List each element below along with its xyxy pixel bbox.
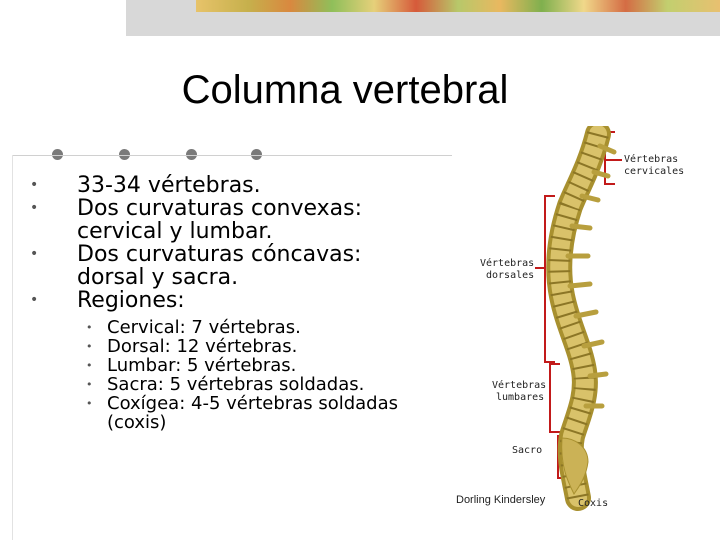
label-cervicales-line2: cervicales — [624, 166, 685, 177]
spine-illustration — [450, 126, 720, 526]
label-sacro: Sacro — [512, 445, 543, 456]
label-dorsales-line2: dorsales — [486, 270, 535, 281]
sub-bullet-item: • Lumbar: 5 vértebras. — [77, 356, 410, 375]
left-margin-line — [12, 155, 13, 540]
sub-bullet-item: • Sacra: 5 vértebras soldadas. — [77, 375, 410, 394]
spine-figure — [450, 126, 720, 526]
label-lumbares-line2: lumbares — [496, 392, 545, 403]
bullet-item-regions — [30, 289, 410, 432]
bullet-item: • Dos curvaturas convexas: cervical y lumbar. — [30, 197, 410, 243]
sub-bullet-item: • Coxígea: 4-5 vértebras soldadas (coxis) — [77, 394, 410, 432]
sub-bullet-item: • Dorsal: 12 vértebras. — [77, 337, 410, 356]
label-cervicales-line1: Vértebras — [624, 154, 679, 165]
bullet-item: • 33-34 vértebras. — [30, 174, 410, 197]
bullet-item-label: Regiones: — [77, 288, 185, 313]
image-credit: Dorling Kindersley — [456, 494, 546, 506]
title-divider-line — [12, 155, 452, 156]
decorative-banner-strip — [196, 0, 720, 12]
bullet-list — [30, 174, 410, 432]
label-coxis: Coxis — [578, 498, 609, 509]
bullet-item: • Dos curvaturas cóncavas: dorsal y sacra. — [30, 243, 410, 289]
bracket-lumbar — [550, 364, 560, 432]
label-lumbares-line1: Vértebras — [492, 380, 547, 391]
sub-bullet-list — [77, 318, 410, 432]
sub-bullet-item: • Cervical: 7 vértebras. — [77, 318, 410, 337]
slide-title: Columna vertebral — [181, 68, 509, 112]
label-dorsales-line1: Vértebras — [480, 258, 535, 269]
